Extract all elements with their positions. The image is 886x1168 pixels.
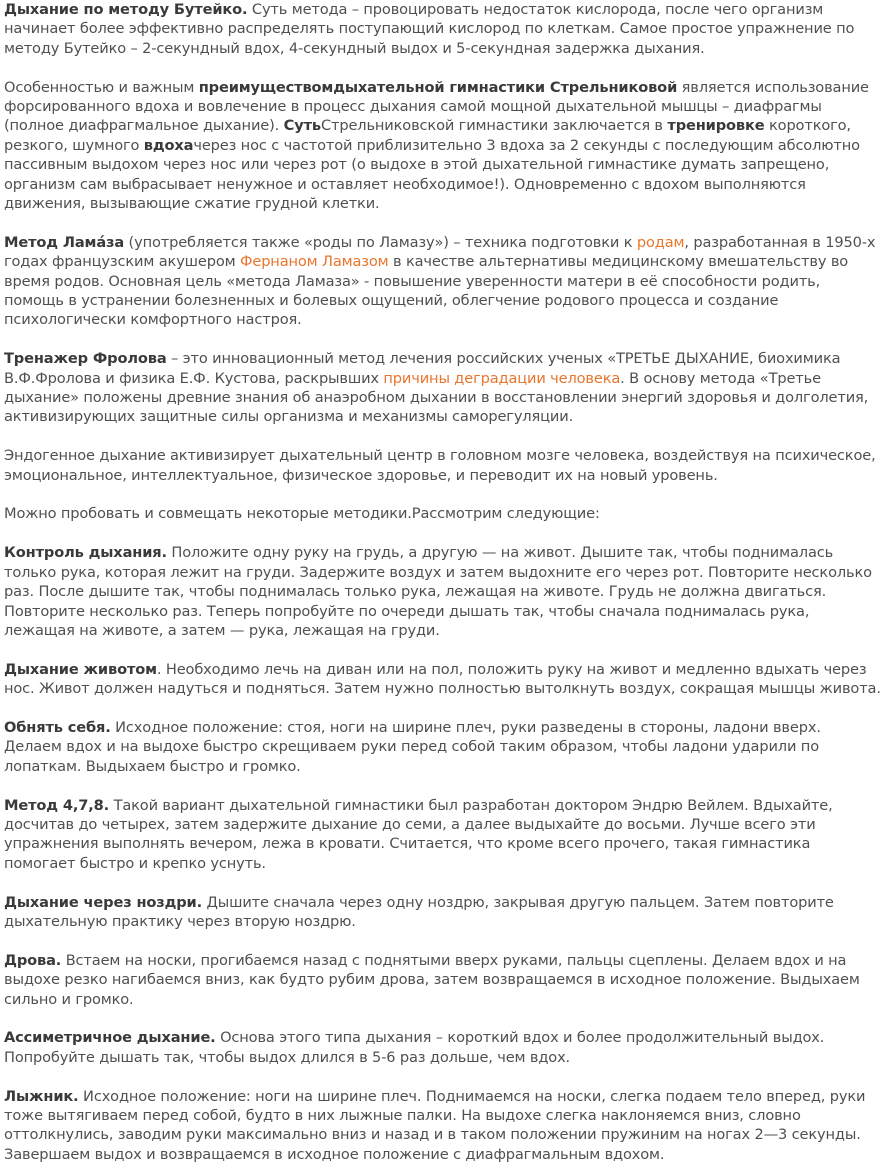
frolov-text-1: – это инновационный метод лечения российских ученых «ТРЕТЬЕ ДЫХАНИЕ, биохимика В.Ф.Фролова и физика Е.Ф. Кустова, раскрывших (4, 350, 841, 387)
paragraph-buteyko (4, 0, 882, 58)
link-degradation-causes[interactable]: причины деградации человека (383, 369, 621, 387)
spacer (4, 640, 882, 659)
spacer (4, 58, 882, 77)
breath-control-title: Контроль дыхания. (4, 544, 167, 562)
belly-breathing-title: Дыхание животом (4, 660, 157, 678)
asymmetric-breathing-text: Основа этого типа дыхания – короткий вдох и более продолжительный выдох. Попробуйте дышать так, чтобы выдох длился в 5-6 раз дольше, чем вдох. (4, 1029, 825, 1066)
spacer (4, 931, 882, 950)
nostril-breathing-title: Дыхание через ноздри. (4, 893, 203, 911)
spacer (4, 213, 882, 232)
paragraph-asymmetric-breathing (4, 1028, 882, 1067)
spacer (4, 524, 882, 543)
method-478-title: Метод 4,7,8. (4, 796, 110, 814)
paragraph-endogenous: Эндогенное дыхание активизирует дыхательный центр в головном мозге человека, воздействуя на психическое, эмоциональное, интеллектуальное, физическое здоровье, и переводит их на новый уровень. (4, 447, 876, 484)
paragraph-nostril-breathing (4, 893, 882, 932)
lamaze-text-1: (употребляется также «роды по Ламазу») – техника подготовки к (124, 233, 637, 251)
paragraph-combine: Можно пробовать и совмещать некоторые методики.Рассмотрим следующие: (4, 505, 600, 523)
frolov-text-2: . В основу метода «Третье дыхание» положены древние знания об анаэробном дыхании в восстановлении энергий здоровья и долголетия, активизирующих защитные силы организма и механизмы саморегуляции. (4, 369, 869, 426)
spacer (4, 1067, 882, 1086)
asymmetric-breathing-title: Ассиметричное дыхание. (4, 1029, 216, 1047)
paragraph-strelnikova (4, 78, 882, 214)
breath-control-text: Положите одну руку на грудь, а другую — на живот. Дышите так, чтобы поднималась только рука, которая лежит на груди. Задержите воздух и затем выдохните его через рот. Повторите несколько раз. После дышите так, чтобы поднималась только рука, лежащая на животе. Грудь не должна двигаться. Повторите несколько раз. Теперь попробуйте по очереди дышать так, чтобы сначала поднималась рука, лежащая на животе, а затем — рука, лежащая на груди. (4, 544, 872, 639)
skier-title: Лыжник. (4, 1087, 79, 1105)
strelnikova-text-2: является использование форсированного вдоха и вовлечение в процесс дыхания самой мощной дыхательной мышцы – диафрагмы (полное диафрагмальное дыхание). (4, 78, 869, 135)
method-478-text: Такой вариант дыхательной гимнастики был разработан доктором Эндрю Вейлем. Вдыхайте, досчитав до четырех, затем задержите дыхание до семи, а далее выдыхайте до восьми. Лучше всего эти упражнения выполнять вечером, лежа в кровати. Считается, что кроме всего прочего, такая гимнастика помогает быстро и крепко уснуть. (4, 796, 833, 872)
buteyko-title: Дыхание по методу Бутейко. (4, 1, 248, 18)
lamaze-text-3: в качестве альтернативы медицинскому вмешательству во время родов. Основная цель «метода Ламаза» - повышение уверенности матери в её способности родить, помощь в устранении болезненных и болевых ощущений, облегчение родового процесса и создание психологически комфортного настроя. (4, 253, 849, 329)
paragraph-method-478 (4, 796, 882, 874)
strelnikova-text-4: короткого, резкого, шумного (4, 117, 851, 154)
strelnikova-bold-3: тренировке (667, 117, 765, 135)
lamaze-text-2: , разработанная в 1950-х годах французским акушером (4, 233, 876, 271)
spacer (4, 330, 882, 349)
belly-breathing-text: . Необходимо лечь на диван или на пол, положить руку на живот и медленно вдыхать через нос. Живот должен надуться и подняться. Затем нужно полностью вытолкнуть воздух, сокращая мышцы живота. (4, 660, 881, 698)
spacer (4, 699, 882, 718)
paragraph-skier (4, 1087, 882, 1165)
hug-yourself-title: Обнять себя. (4, 718, 111, 736)
spacer (4, 776, 882, 795)
strelnikova-bold-4: вдоха (143, 136, 194, 154)
strelnikova-bold-1: преимуществомдыхательной гимнастики Стрельниковой (198, 78, 678, 96)
spacer (4, 873, 882, 892)
skier-text: Исходное положение: ноги на ширине плеч. Поднимаемся на носки, слегка подаем тело вперед, руки тоже вытягиваем перед собой, будто в них лыжные палки. На выдохе слегка наклоняемся вниз, словно оттолкнулись, заводим руки максимально вниз и назад и в таком положении пружиним на ногах 2—3 секунды. Завершаем выдох и возвращаемся в исходное положение с диафрагмальным вдохом. (4, 1087, 866, 1163)
strelnikova-text-1: Особенностью и важным (4, 78, 199, 96)
hug-yourself-text: Исходное положение: стоя, ноги на ширине плеч, руки разведены в стороны, ладони вверх. Делаем вдох и на выдохе быстро скрещиваем руки перед собой таким образом, чтобы ладони ударили по лопаткам. Выдыхаем быстро и громко. (4, 718, 821, 775)
paragraph-firewood (4, 951, 882, 1009)
lamaze-title: Метод Лама́за (4, 233, 125, 251)
strelnikova-text-3: Стрельниковской гимнастики заключается в (320, 117, 668, 135)
nostril-breathing-text: Дышите сначала через одну ноздрю, закрывая другую пальцем. Затем повторите дыхательную практику через вторую ноздрю. (4, 893, 834, 930)
link-fernand-lamaze[interactable]: Фернаном Ламазом (239, 253, 389, 271)
link-childbirth[interactable]: родам (636, 233, 685, 251)
spacer (4, 427, 882, 446)
paragraph-belly-breathing (4, 660, 882, 699)
paragraph-frolov (4, 349, 882, 427)
buteyko-text: Суть метода – провоцировать недостаток кислорода, после чего организм начинает более эффективно распределять поступающий кислород по клеткам. Самое простое упражнение по методу Бутейко – 2-секундный вдох, 4-секундный выдох и 5-секундная задержка дыхания. (4, 1, 855, 57)
paragraph-hug-yourself (4, 718, 882, 776)
paragraph-lamaze (4, 233, 882, 330)
strelnikova-text-5: через нос с частотой приблизительно 3 вдоха за 2 секунды с последующим абсолютно пассивным выдохом через нос или через рот (о выдохе в этой дыхательной гимнастике думать запрещено, организм сам выбрасывает ненужное и оставляет необходимое!). Одновременно с вдохом выполняются движения, вызывающие сжатие грудной клетки. (4, 136, 860, 213)
firewood-text: Встаем на носки, прогибаемся назад с поднятыми вверх руками, пальцы сцеплены. Делаем вдох и на выдохе резко нагибаемся вниз, как будто рубим дрова, затем возвращаемся в исходное положение. Выдыхаем сильно и громко. (4, 951, 860, 1008)
frolov-title: Тренажер Фролова (4, 350, 167, 368)
firewood-title: Дрова. (4, 951, 62, 969)
paragraph-breath-control (4, 543, 882, 640)
strelnikova-bold-2: Суть (283, 117, 321, 135)
spacer (4, 485, 882, 504)
spacer (4, 1009, 882, 1028)
